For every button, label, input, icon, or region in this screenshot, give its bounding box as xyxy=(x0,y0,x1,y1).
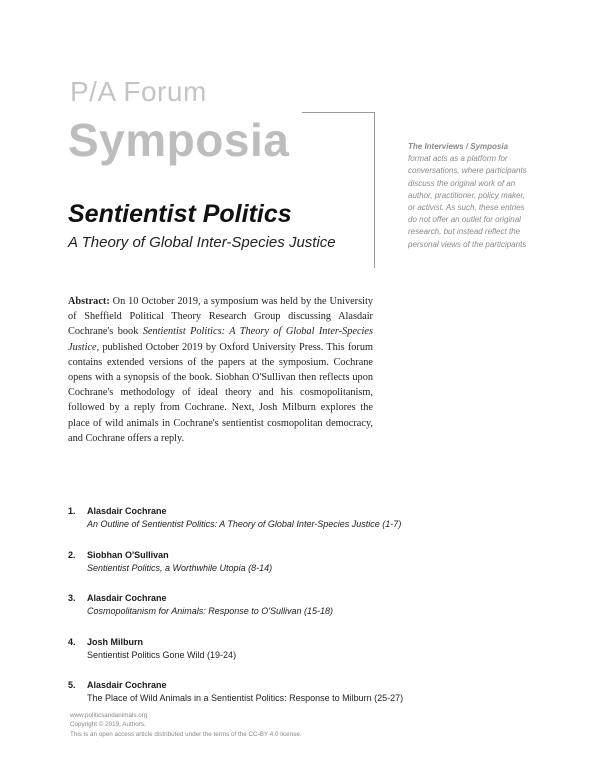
article-subtitle: A Theory of Global Inter-Species Justice xyxy=(68,234,336,251)
toc-author: Alasdair Cochrane xyxy=(87,680,167,690)
toc-number: 3. xyxy=(68,593,76,603)
section-title: Symposia xyxy=(68,114,290,166)
footer-copyright: Copyright © 2019, Authors. xyxy=(70,721,146,729)
toc-author: Alasdair Cochrane xyxy=(87,593,167,603)
toc-author: Siobhan O'Sullivan xyxy=(87,549,169,560)
forum-label: P/A Forum xyxy=(70,76,207,107)
table-of-contents xyxy=(68,505,508,723)
toc-item[interactable] xyxy=(68,679,508,705)
abstract xyxy=(68,294,373,446)
toc-title: Sentientist Politics, a Worthwhile Utopia (8-14) xyxy=(87,562,273,573)
toc-title: Cosmopolitanism for Animals: Response to O'Sullivan (15-18) xyxy=(87,606,333,616)
toc-number: 2. xyxy=(68,549,76,560)
toc-number: 1. xyxy=(68,506,76,516)
toc-author: Josh Milburn xyxy=(87,636,143,647)
abstract-text-2: , published October 2019 by Oxford University Press. This forum contains extended versions of the papers at the symposium. Cochrane opens with a synopsis of the book. Siobhan O'Sullivan then reflects upon Cochrane's methodology of ideal theory and his cosmopolitanism, followed by a reply from Cochrane. Next, Josh Milburn explores the place of wild animals in Cochrane's sentientist cosmopolitan democracy, and Cochrane offers a reply. xyxy=(68,341,373,444)
divider-horizontal xyxy=(302,112,375,113)
toc-number: 4. xyxy=(68,636,76,647)
footer-license: This is an open access article distributed under the terms of the CC-BY 4.0 license. xyxy=(70,730,302,738)
sidenote-lead: The Interviews / Symposia xyxy=(408,142,509,151)
footer xyxy=(70,711,302,739)
article-title: Sentientist Politics xyxy=(68,200,292,228)
toc-item[interactable] xyxy=(68,505,508,531)
abstract-book-title: Sentientist Politics: A Theory of Global Inter-Species Justice xyxy=(68,326,373,353)
toc-number: 5. xyxy=(68,680,76,690)
toc-item[interactable] xyxy=(68,592,508,618)
abstract-text-1: On 10 October 2019, a symposium was held by the University of Sheffield Political Theory Research Group discussing Alasdair Cochrane's book xyxy=(68,296,373,338)
footer-url[interactable]: www.politicsandanimals.org xyxy=(70,712,148,719)
toc-title: An Outline of Sentientist Politics: A Theory of Global Inter-Species Justice (1-7) xyxy=(87,519,402,529)
sidenote-text: format acts as a platform for conversations, where participants discuss the original work of an author, practitioner, policy maker, or activist. As such, these entries do not offer an outlet for original research, but instead reflect the personal views of the participants xyxy=(408,154,527,249)
toc-item[interactable] xyxy=(68,636,508,662)
toc-item[interactable] xyxy=(68,549,508,575)
sidenote xyxy=(408,141,530,251)
toc-title: The Place of Wild Animals in a Sentientist Politics: Response to Milburn (25-27) xyxy=(87,693,404,703)
toc-author: Alasdair Cochrane xyxy=(87,506,167,516)
divider-vertical xyxy=(374,112,375,268)
toc-title: Sentientist Politics Gone Wild (19-24) xyxy=(87,649,237,660)
abstract-label: Abstract: xyxy=(68,296,110,307)
